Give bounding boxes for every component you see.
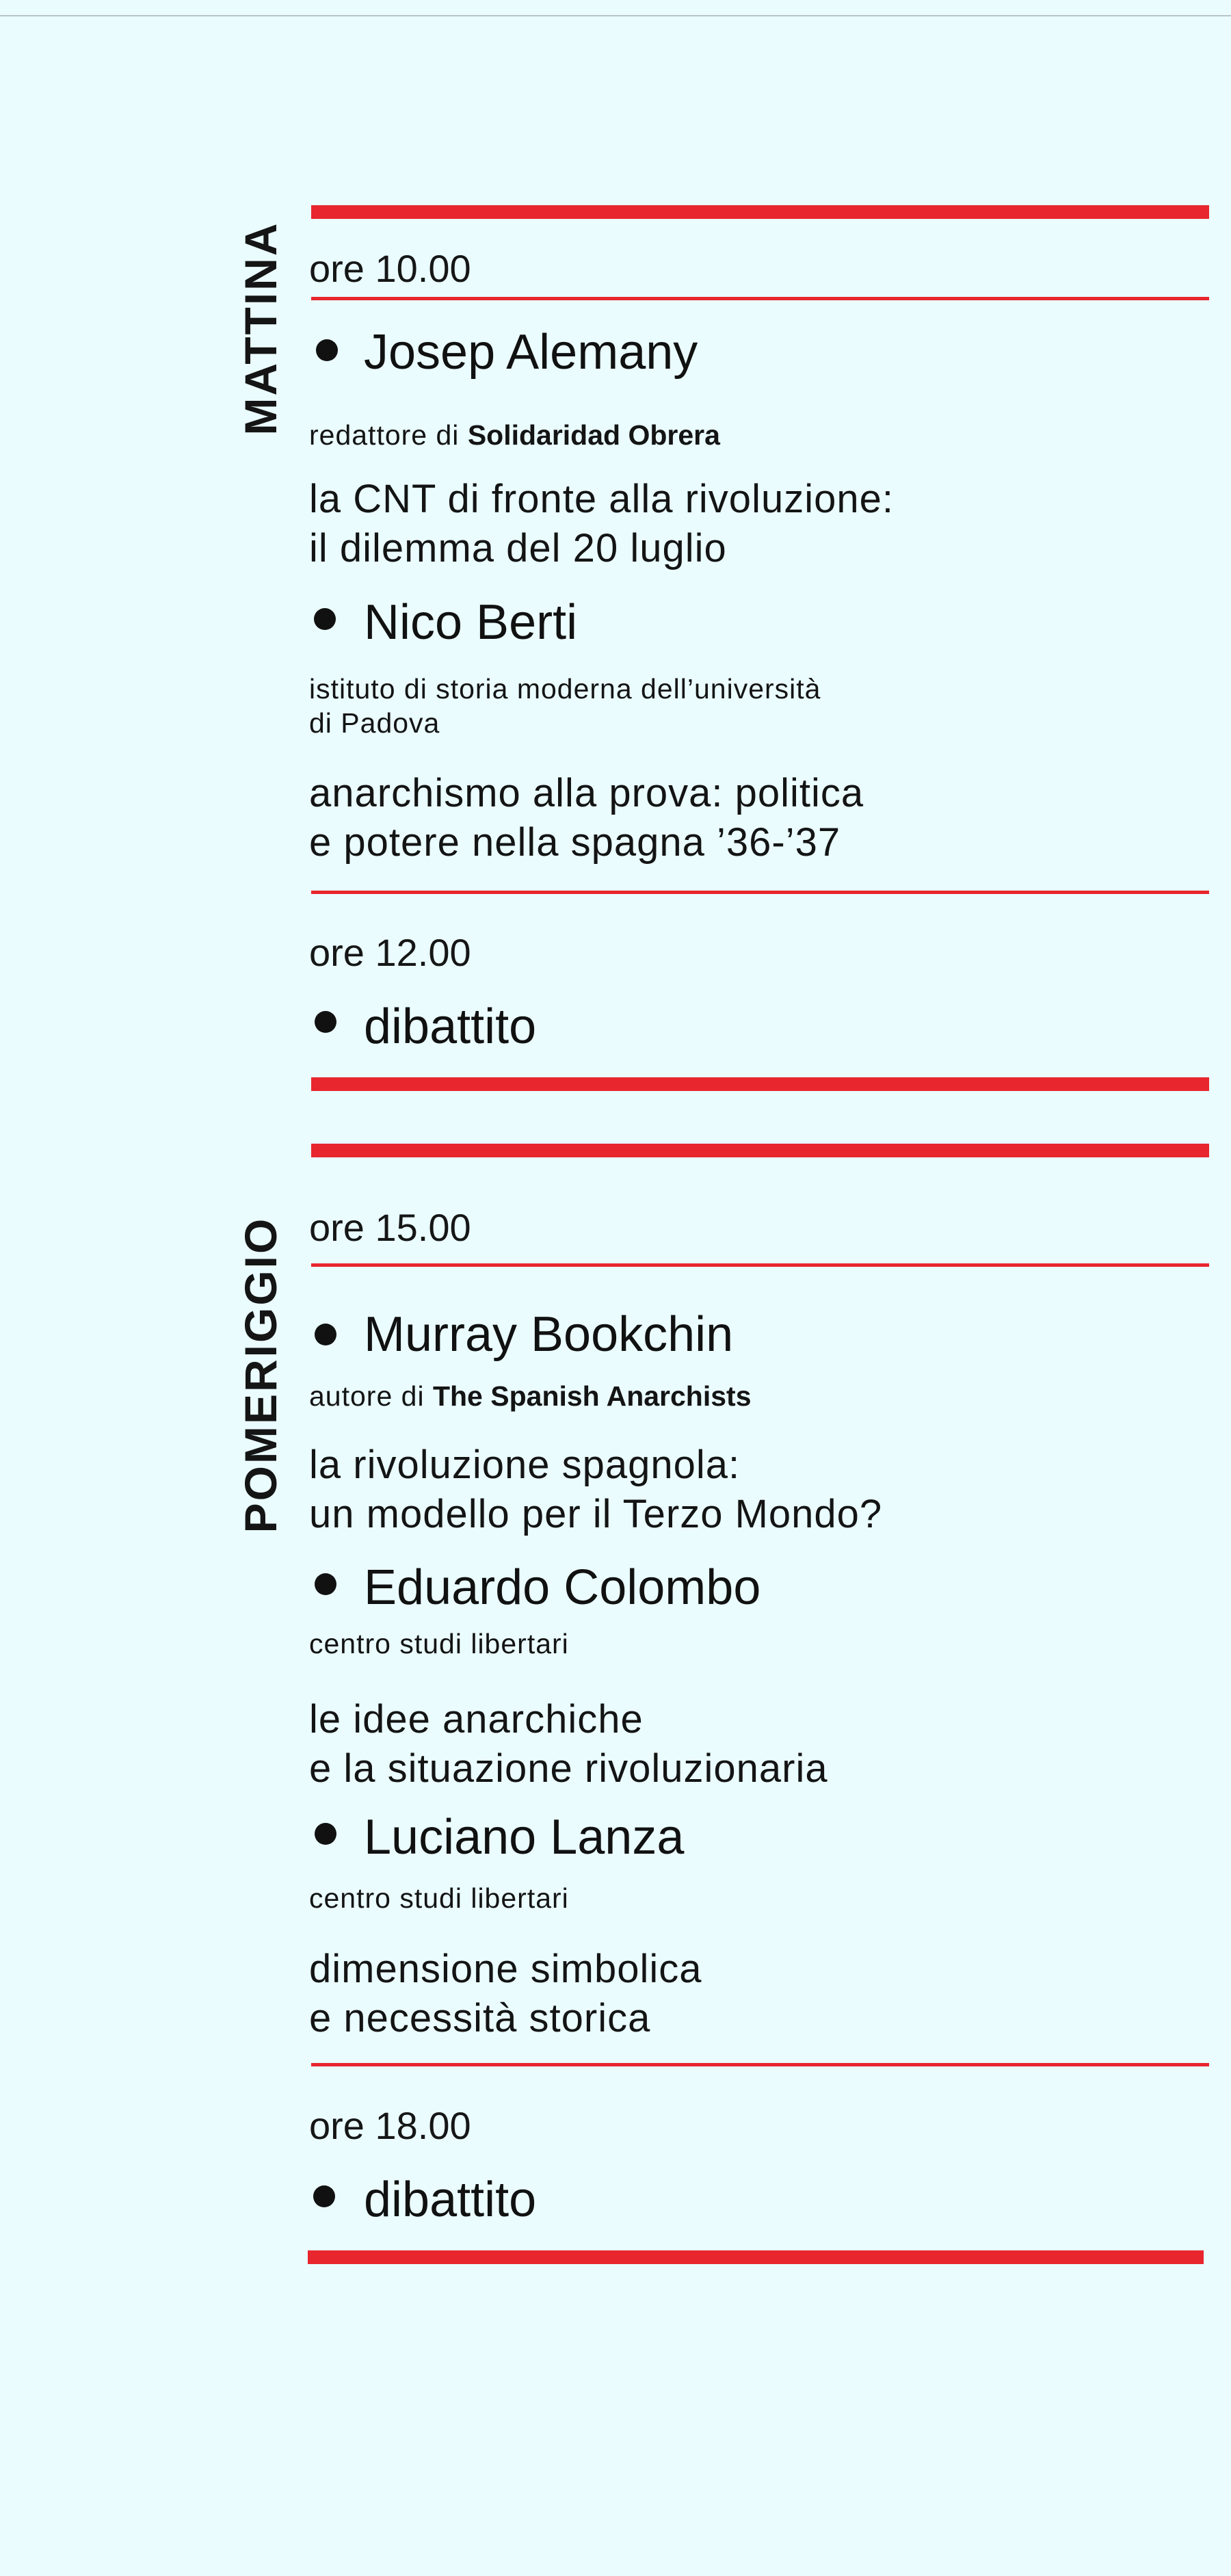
talk-title-line: un modello per il Terzo Mondo? — [309, 1492, 883, 1536]
talk-title-line: e la situazione rivoluzionaria — [309, 1746, 828, 1791]
morning-top-rule — [311, 205, 1209, 219]
section-label-mattina: MATTINA — [235, 221, 286, 436]
talk-title-line: la CNT di fronte alla rivoluzione: — [309, 477, 894, 521]
bullet-icon — [315, 1324, 336, 1345]
speaker-affiliation — [309, 672, 821, 740]
talk-title-line: e potere nella spagna ’36-’37 — [309, 820, 841, 865]
affiliation-publication: Solidaridad Obrera — [467, 419, 720, 451]
affiliation-line: istituto di storia moderna dell’università — [309, 673, 821, 705]
page-top-edge — [0, 15, 1231, 16]
speaker-affiliation: centro studi libertari — [309, 1628, 569, 1659]
bullet-icon — [313, 2185, 335, 2207]
bullet-icon — [314, 608, 336, 630]
talk-title — [309, 475, 894, 573]
speaker-name: Josep Alemany — [364, 325, 698, 380]
afternoon-time-rule — [311, 1263, 1209, 1267]
affiliation-line: di Padova — [309, 707, 440, 739]
talk-title — [309, 1441, 882, 1539]
afternoon-top-rule — [311, 1144, 1209, 1157]
speaker-name: Eduardo Colombo — [364, 1560, 761, 1615]
affiliation-prefix: redattore di — [309, 419, 460, 451]
speaker-name: Murray Bookchin — [364, 1307, 734, 1362]
bullet-icon — [315, 1823, 336, 1845]
speaker-affiliation — [309, 1380, 752, 1412]
talk-title-line: il dilemma del 20 luglio — [309, 526, 727, 570]
morning-start-time: ore 10.00 — [309, 247, 471, 290]
bullet-icon — [316, 339, 338, 361]
section-label-pomeriggio: POMERIGGIO — [235, 1216, 286, 1534]
morning-debate: dibattito — [364, 999, 537, 1054]
morning-session-end-rule — [311, 891, 1209, 894]
afternoon-start-time: ore 15.00 — [309, 1206, 471, 1249]
affiliation-prefix: autore di — [309, 1380, 425, 1412]
speaker-affiliation — [309, 419, 720, 451]
morning-time-rule — [311, 297, 1209, 300]
bullet-icon — [315, 1011, 336, 1033]
speaker-name: Luciano Lanza — [364, 1810, 685, 1865]
talk-title — [309, 1695, 828, 1793]
affiliation-publication: The Spanish Anarchists — [432, 1380, 752, 1412]
afternoon-session-end-rule — [311, 2063, 1209, 2066]
talk-title-line: le idee anarchiche — [309, 1697, 644, 1742]
afternoon-debate: dibattito — [364, 2172, 537, 2227]
talk-title — [309, 1945, 702, 2043]
afternoon-bottom-rule — [308, 2250, 1204, 2264]
bullet-icon — [315, 1573, 336, 1595]
morning-debate-time: ore 12.00 — [309, 931, 471, 974]
talk-title-line: dimensione simbolica — [309, 1947, 702, 1991]
speaker-name: Nico Berti — [364, 595, 578, 650]
talk-title-line: anarchismo alla prova: politica — [309, 771, 864, 815]
speaker-affiliation: centro studi libertari — [309, 1882, 569, 1914]
talk-title-line: la rivoluzione spagnola: — [309, 1443, 741, 1487]
talk-title — [309, 769, 864, 867]
afternoon-debate-time: ore 18.00 — [309, 2104, 471, 2147]
talk-title-line: e necessità storica — [309, 1996, 651, 2040]
morning-bottom-rule — [311, 1077, 1209, 1091]
